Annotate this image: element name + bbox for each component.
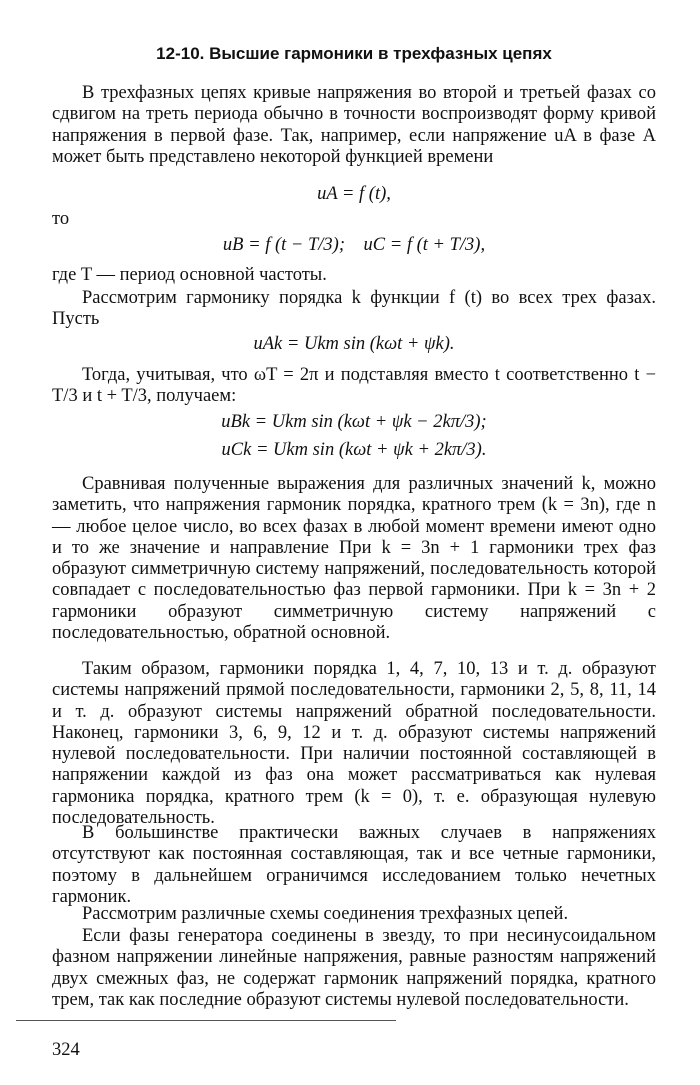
paragraph-2: где T — период основной частоты. bbox=[52, 265, 327, 285]
equation-ua: uA = f (t), bbox=[317, 184, 391, 204]
section-heading: 12-10. Высшие гармоники в трехфазных цепях bbox=[156, 44, 552, 63]
book-page bbox=[52, 0, 656, 1085]
paragraph-8: Рассмотрим различные схемы соединения трехфазных цепей. bbox=[82, 904, 569, 924]
equation-ub-uc: uB = f (t − T/3); uC = f (t + T/3), bbox=[222, 235, 486, 255]
equation-uck: uCk = Ukm sin (kωt + ψk + 2kπ/3). bbox=[221, 440, 487, 460]
word-to: то bbox=[52, 209, 70, 229]
paragraph-6: Таким образом, гармоники порядка 1, 4, 7, 10, 13 и т. д. образуют системы напряжений прямой последовательности, гармоники 2, 5, 8, 11, 14 и т. д. образуют системы напряжений обратной последовательности. Наконец, гармоники 3, 6, 9, 12 и т. д. образуют системы напряжений нулевой последовательности. При наличии постоянной составляющей в напряжении каждой из фаз она может рассматриваться как нулевая гармоника порядка, кратного трем (k = 0), т. е. образующая нулевую последовательность. bbox=[52, 659, 656, 829]
page-number: 324 bbox=[52, 1040, 80, 1060]
equation-ubk: uBk = Ukm sin (kωt + ψk − 2kπ/3); bbox=[221, 412, 487, 432]
paragraph-7: В большинстве практически важных случаев в напряжениях отсутствуют как постоянная составляющая, так и все четные гармоники, поэтому в дальнейшем ограничимся исследованием только нечетных гармоник. bbox=[52, 823, 656, 907]
footer-rule bbox=[16, 1020, 396, 1021]
paragraph-4: Тогда, учитывая, что ωT = 2π и подставляя вместо t соответственно t − T/3 и t + T/3, получаем: bbox=[52, 365, 656, 407]
paragraph-3: Рассмотрим гармонику порядка k функции f (t) во всех трех фазах. Пусть bbox=[52, 288, 656, 330]
equation-uak: uAk = Ukm sin (kωt + ψk). bbox=[253, 334, 455, 354]
paragraph-1: В трехфазных цепях кривые напряжения во второй и третьей фазах со сдвигом на треть периода обычно в точности воспроизводят форму кривой напряжения в первой фазе. Так, например, если напряжение uA в фазе A может быть представлено некоторой функцией времени bbox=[52, 83, 656, 167]
paragraph-9: Если фазы генератора соединены в звезду, то при несинусоидальном фазном напряжении линейные напряжения, равные разностям напряжений двух смежных фаз, не содержат гармоник напряжений порядка, кратного трем, так как последние образуют системы нулевой последовательности. bbox=[52, 926, 656, 1010]
paragraph-5: Сравнивая полученные выражения для различных значений k, можно заметить, что напряжения гармоник порядка, кратного трем (k = 3n), где n — любое целое число, во всех фазах в любой момент времени имеют одно и то же значение и направление При k = 3n + 1 гармоники трех фаз образуют симметричную систему напряжений, последовательность которой совпадает с последовательностью фаз первой гармоники. При k = 3n + 2 гармоники образуют симметричную систему напряжений с последовательностью, обратной основной. bbox=[52, 474, 656, 644]
